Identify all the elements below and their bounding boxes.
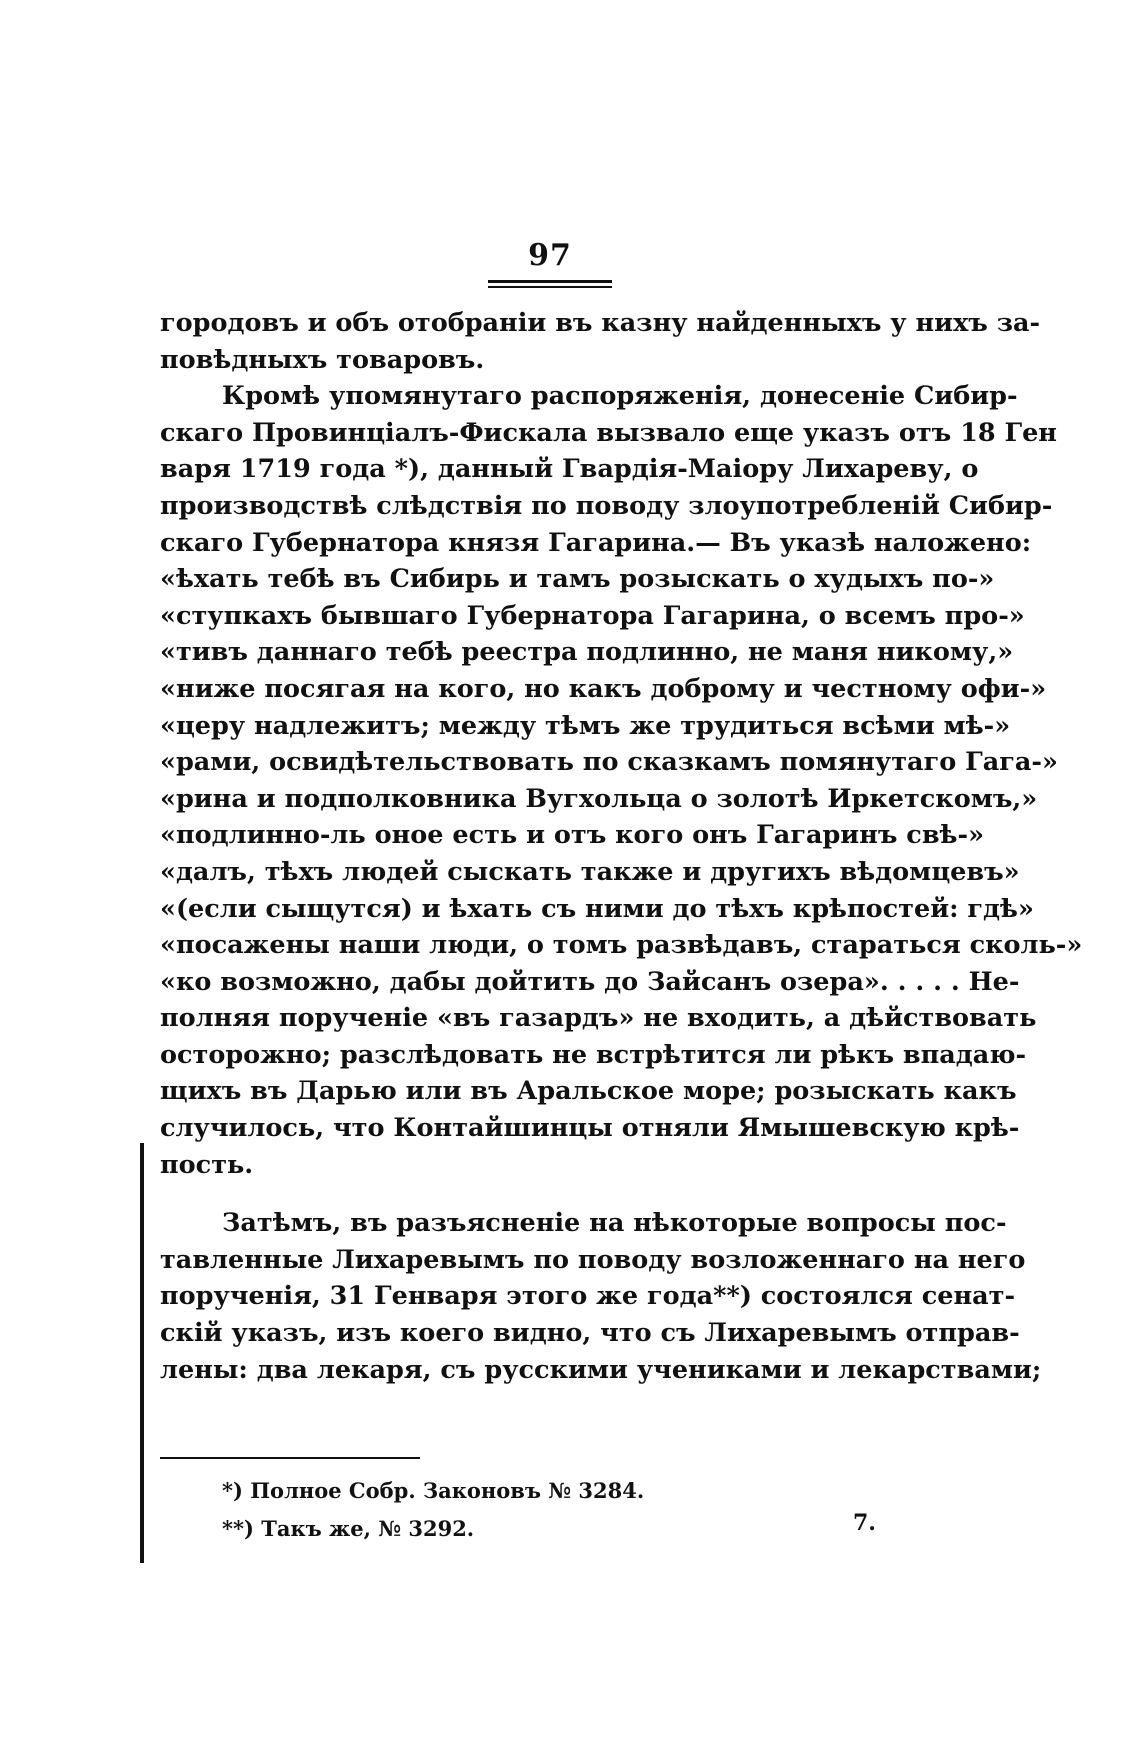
text-line: «ѣхать тебѣ въ Сибирь и тамъ розыскать о худыхъ по-»: [160, 564, 995, 595]
text-line: «посажены наши люди, о томъ развѣдавъ, стараться сколь-»: [160, 930, 1083, 961]
text-line: «ниже посягая на кого, но какъ доброму и честному офи-»: [160, 673, 1047, 704]
text-line: лены: два лекаря, съ русскими учениками и лекарствами;: [160, 1354, 1042, 1385]
text-line: Кромѣ упомянутаго распоряженія, донесеніе Сибир-: [222, 381, 1018, 412]
text-line: «(если сыщутся) и ѣхать съ ними до тѣхъ крѣпостей: гдѣ»: [160, 893, 1034, 924]
text-line: «тивъ даннаго тебѣ реестра подлинно, не маня никому,»: [160, 637, 1014, 668]
text-line: «ко возможно, дабы дойтить до Зайсанъ озера». . . . . Не-: [160, 966, 1020, 997]
text-line: «подлинно-ль оное есть и отъ кого онъ Гагаринъ свѣ-»: [160, 820, 985, 851]
footnote-rule: [160, 1457, 420, 1459]
text-line: осторожно; разслѣдовать не встрѣтится ли рѣкъ впадаю-: [160, 1039, 1027, 1070]
text-line: Затѣмъ, въ разъясненіе на нѣкоторые вопросы пос-: [222, 1208, 1007, 1239]
page-number-rule: [488, 280, 612, 283]
footnote: **) Такъ же, № 3292.: [222, 1516, 475, 1541]
text-line: производствѣ слѣдствія по поводу злоупотребленій Сибир-: [160, 490, 1053, 521]
page-number: 97: [528, 238, 572, 273]
text-line: «церу надлежитъ; между тѣмъ же трудиться всѣми мѣ-»: [160, 710, 1011, 741]
main-text: [160, 305, 1083, 1388]
paragraph-gap: [160, 1183, 942, 1205]
text-line: городовъ и объ отобраніи въ казну найденныхъ у нихъ за-: [160, 308, 1041, 338]
text-line: «далъ, тѣхъ людей сыскать также и другихъ вѣдомцевъ»: [160, 856, 1020, 887]
signature-mark: 7.: [853, 1510, 876, 1536]
footnote: *) Полное Собр. Законовъ № 3284.: [222, 1478, 645, 1503]
text-line: повѣдныхъ товаровъ.: [160, 344, 485, 375]
text-line: пость.: [160, 1149, 254, 1180]
text-line: случилось, что Контайшинцы отняли Ямышевскую крѣ-: [160, 1113, 1020, 1144]
text-line: «ступкахъ бывшаго Губернатора Гагарина, о всемъ про-»: [160, 600, 1025, 631]
footnotes: [222, 1472, 942, 1548]
text-line: «рина и подполковника Вугхольца о золотѣ Иркетскомъ,»: [160, 783, 1038, 814]
text-line: полняя порученіе «въ газардъ» не входить, а дѣйствовать: [160, 1003, 1037, 1034]
text-line: скаго Провинціалъ-Фискала вызвало еще указъ отъ 18 Ген: [160, 417, 1057, 448]
page-number-rule-lower: [488, 286, 612, 288]
text-line: тавленные Лихаревымъ по поводу возложеннаго на него: [160, 1244, 1026, 1275]
margin-bar: [140, 1143, 144, 1563]
text-line: скій указъ, изъ коего видно, что съ Лихаревымъ отправ-: [160, 1318, 1020, 1349]
text-line: варя 1719 года *), данный Гвардія-Маіору Лихареву, о: [160, 454, 979, 485]
text-line: «рами, освидѣтельствовать по сказкамъ помянутаго Гага-»: [160, 747, 1058, 778]
text-line: порученія, 31 Генваря этого же года**) состоялся сенат-: [160, 1281, 1016, 1312]
text-line: щихъ въ Дарью или въ Аральское море; розыскать какъ: [160, 1076, 1017, 1107]
text-line: скаго Губернатора князя Гагарина.— Въ указѣ наложено:: [160, 527, 1032, 558]
